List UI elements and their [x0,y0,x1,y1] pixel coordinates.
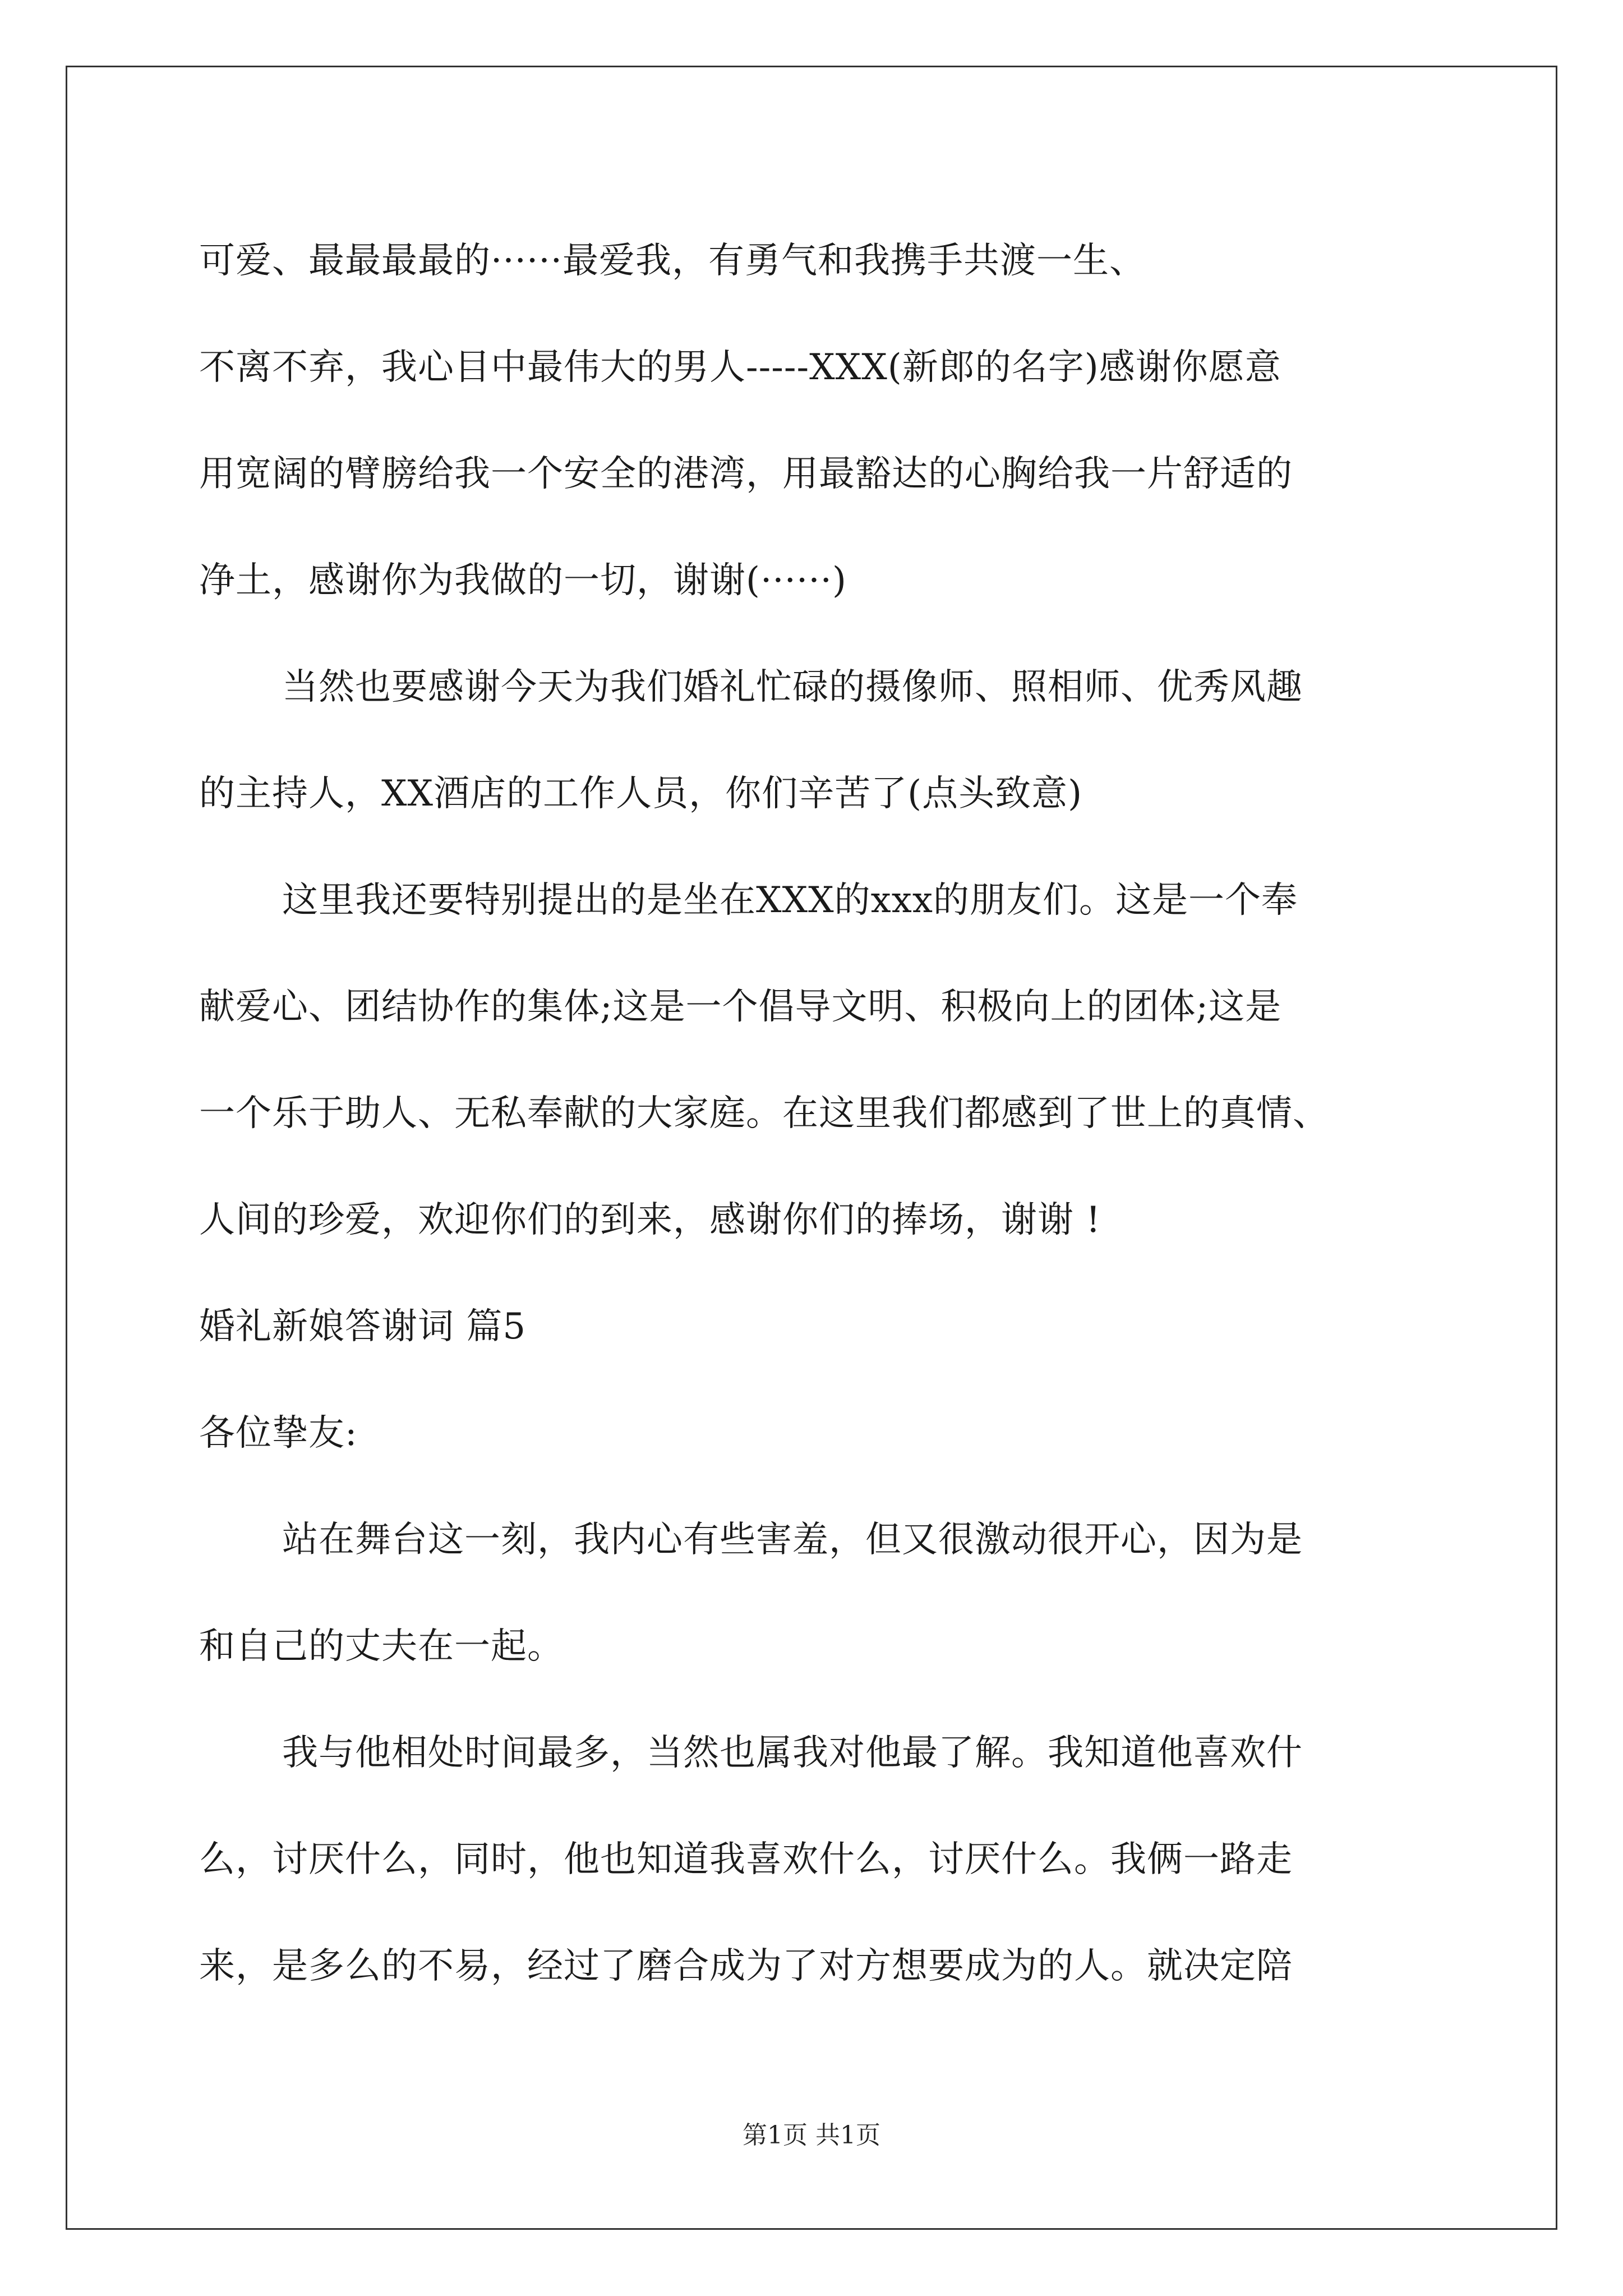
paragraph-start-line: 我与他相处时间最多，当然也属我对他最了解。我知道他喜欢什 [282,1732,1303,1774]
text-line: 用宽阔的臂膀给我一个安全的港湾，用最豁达的心胸给我一片舒适的 [199,453,1293,495]
salutation: 各位挚友: [199,1412,358,1454]
text-line: 的主持人，XX酒店的工作人员，你们辛苦了(点头致意) [199,773,1083,815]
text-line: 一个乐于助人、无私奉献的大家庭。在这里我们都感到了世上的真情、 [199,1093,1329,1134]
paragraph-start-line: 站在舞台这一刻，我内心有些害羞，但又很激动很开心，因为是 [282,1519,1303,1561]
text-line: 和自己的丈夫在一起。 [199,1626,564,1667]
text-line: 人间的珍爱，欢迎你们的到来，感谢你们的捧场，谢谢 ! [199,1199,1101,1241]
text-line: 献爱心、团结协作的集体;这是一个倡导文明、积极向上的团体;这是 [199,986,1282,1028]
page-footer: 第1页 共1页 [743,2121,880,2150]
paragraph-start-line: 这里我还要特别提出的是坐在XXX的xxx的朋友们。这是一个奉 [282,880,1298,921]
text-line: 可爱、最最最最的······最爱我，有勇气和我携手共渡一生、 [199,240,1146,282]
paragraph-start-line: 当然也要感谢今天为我们婚礼忙碌的摄像师、照相师、优秀风趣 [282,666,1303,708]
text-line: 来，是多么的不易，经过了磨合成为了对方想要成为的人。就决定陪 [199,1945,1293,1987]
section-heading: 婚礼新娘答谢词 篇5 [199,1306,527,1347]
text-line: 净土，感谢你为我做的一切，谢谢(······) [199,560,847,601]
document-body [199,208,1433,2019]
text-line: 么，讨厌什么，同时，他也知道我喜欢什么，讨厌什么。我俩一路走 [199,1839,1293,1880]
text-line: 不离不弃，我心目中最伟大的男人-----XXX(新郎的名字)感谢你愿意 [199,347,1281,388]
